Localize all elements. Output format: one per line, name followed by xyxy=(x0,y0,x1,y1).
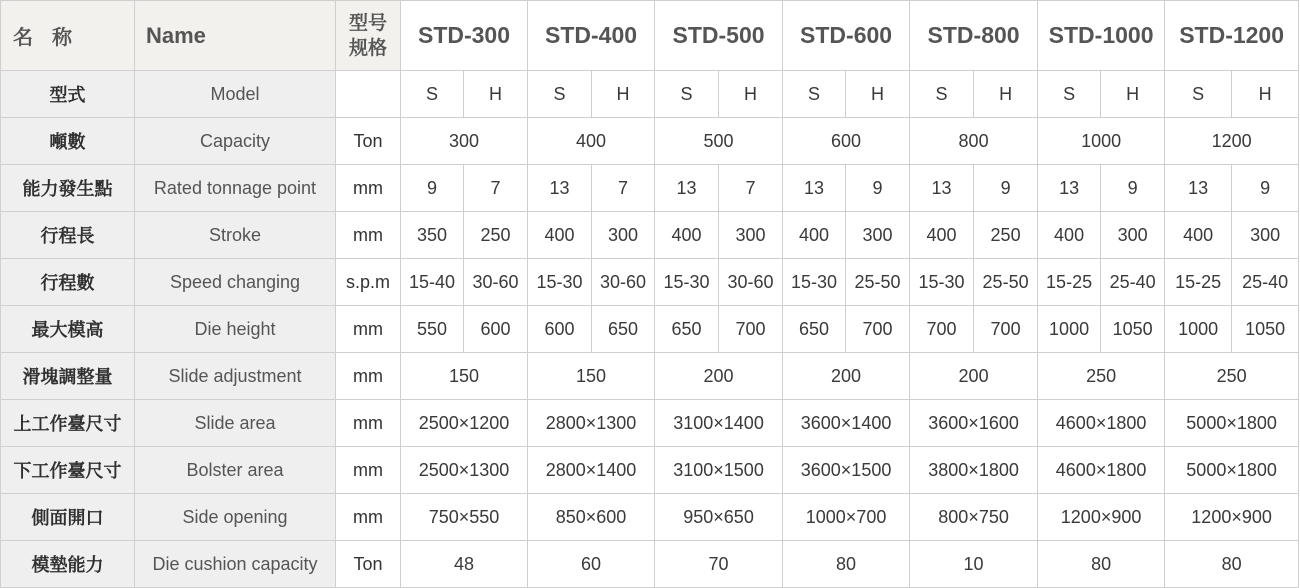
value-cell: 600 xyxy=(783,118,910,165)
value-cell: 25-50 xyxy=(846,259,910,306)
value-cell: 1000 xyxy=(1038,306,1101,353)
header-spec-label-line2: 规格 xyxy=(348,36,387,59)
value-cell: 700 xyxy=(846,306,910,353)
row-label-cn: 上工作臺尺寸 xyxy=(1,400,135,447)
row-label-en: Die height xyxy=(135,306,336,353)
value-cell: 7 xyxy=(719,165,783,212)
value-cell: 700 xyxy=(910,306,974,353)
value-cell: H xyxy=(464,71,528,118)
row-label-cn: 行程長 xyxy=(1,212,135,259)
value-cell: S xyxy=(1038,71,1101,118)
value-cell: 9 xyxy=(1232,165,1299,212)
value-cell: 25-50 xyxy=(974,259,1038,306)
value-cell: 200 xyxy=(655,353,783,400)
value-cell: 400 xyxy=(783,212,846,259)
value-cell: 1200×900 xyxy=(1165,494,1299,541)
value-cell: S xyxy=(910,71,974,118)
header-name-cn: 名 称 xyxy=(1,1,135,71)
value-cell: 30-60 xyxy=(719,259,783,306)
value-cell: 1000 xyxy=(1165,306,1232,353)
header-name-en: Name xyxy=(135,1,336,71)
value-cell: 7 xyxy=(464,165,528,212)
row-label-en: Stroke xyxy=(135,212,336,259)
value-cell: 300 xyxy=(592,212,655,259)
value-cell: 3100×1500 xyxy=(655,447,783,494)
value-cell: 600 xyxy=(528,306,592,353)
row-label-cn: 型式 xyxy=(1,71,135,118)
value-cell: 550 xyxy=(401,306,464,353)
value-cell: 13 xyxy=(1038,165,1101,212)
row-label-en: Bolster area xyxy=(135,447,336,494)
header-spec-label-line1: 型号 xyxy=(348,11,387,34)
table-row xyxy=(1,353,1299,400)
model-header-std-500: STD-500 xyxy=(655,1,783,71)
value-cell: 15-30 xyxy=(783,259,846,306)
value-cell: 60 xyxy=(528,541,655,588)
value-cell: 850×600 xyxy=(528,494,655,541)
value-cell: 400 xyxy=(528,212,592,259)
row-label-cn: 噸數 xyxy=(1,118,135,165)
value-cell: 13 xyxy=(910,165,974,212)
value-cell: 400 xyxy=(1038,212,1101,259)
table-row xyxy=(1,71,1299,118)
table-row xyxy=(1,306,1299,353)
model-header-std-1200: STD-1200 xyxy=(1165,1,1299,71)
value-cell: H xyxy=(974,71,1038,118)
value-cell: 5000×1800 xyxy=(1165,447,1299,494)
value-cell: 3800×1800 xyxy=(910,447,1038,494)
row-unit: mm xyxy=(336,400,401,447)
value-cell: 15-30 xyxy=(910,259,974,306)
value-cell: 750×550 xyxy=(401,494,528,541)
value-cell: S xyxy=(655,71,719,118)
model-header-std-800: STD-800 xyxy=(910,1,1038,71)
row-unit: mm xyxy=(336,353,401,400)
value-cell: 3600×1500 xyxy=(783,447,910,494)
row-label-cn: 下工作臺尺寸 xyxy=(1,447,135,494)
value-cell: 400 xyxy=(655,212,719,259)
value-cell: 13 xyxy=(783,165,846,212)
value-cell: 30-60 xyxy=(592,259,655,306)
value-cell: 600 xyxy=(464,306,528,353)
value-cell: 3600×1400 xyxy=(783,400,910,447)
value-cell: 650 xyxy=(655,306,719,353)
value-cell: 3100×1400 xyxy=(655,400,783,447)
value-cell: 300 xyxy=(1101,212,1165,259)
value-cell: 400 xyxy=(1165,212,1232,259)
header-row xyxy=(1,1,1299,71)
value-cell: 9 xyxy=(974,165,1038,212)
value-cell: 250 xyxy=(464,212,528,259)
value-cell: 9 xyxy=(1101,165,1165,212)
model-header-std-600: STD-600 xyxy=(783,1,910,71)
row-label-en: Side opening xyxy=(135,494,336,541)
value-cell: 700 xyxy=(719,306,783,353)
value-cell: 200 xyxy=(783,353,910,400)
row-label-en: Model xyxy=(135,71,336,118)
value-cell: 250 xyxy=(1038,353,1165,400)
value-cell: S xyxy=(783,71,846,118)
value-cell: 30-60 xyxy=(464,259,528,306)
row-label-cn: 滑塊調整量 xyxy=(1,353,135,400)
value-cell: 9 xyxy=(846,165,910,212)
value-cell: H xyxy=(1232,71,1299,118)
row-label-en: Slide adjustment xyxy=(135,353,336,400)
model-header-std-300: STD-300 xyxy=(401,1,528,71)
value-cell: 650 xyxy=(783,306,846,353)
value-cell: 13 xyxy=(1165,165,1232,212)
value-cell: 400 xyxy=(910,212,974,259)
spec-table-header xyxy=(1,1,1299,71)
table-row xyxy=(1,400,1299,447)
row-unit: Ton xyxy=(336,541,401,588)
value-cell: 1200×900 xyxy=(1038,494,1165,541)
value-cell: 1050 xyxy=(1101,306,1165,353)
value-cell: 5000×1800 xyxy=(1165,400,1299,447)
table-row xyxy=(1,259,1299,306)
row-unit: mm xyxy=(336,165,401,212)
value-cell: 7 xyxy=(592,165,655,212)
value-cell: 250 xyxy=(974,212,1038,259)
row-unit: s.p.m xyxy=(336,259,401,306)
value-cell: H xyxy=(846,71,910,118)
value-cell: 700 xyxy=(974,306,1038,353)
table-row xyxy=(1,447,1299,494)
value-cell: 300 xyxy=(1232,212,1299,259)
row-label-en: Rated tonnage point xyxy=(135,165,336,212)
value-cell: 48 xyxy=(401,541,528,588)
value-cell: 300 xyxy=(719,212,783,259)
value-cell: 500 xyxy=(655,118,783,165)
row-label-en: Capacity xyxy=(135,118,336,165)
value-cell: S xyxy=(401,71,464,118)
value-cell: 800×750 xyxy=(910,494,1038,541)
value-cell: 15-40 xyxy=(401,259,464,306)
spec-table-body xyxy=(1,71,1299,588)
value-cell: 80 xyxy=(1038,541,1165,588)
table-row xyxy=(1,165,1299,212)
row-unit: Ton xyxy=(336,118,401,165)
value-cell: 250 xyxy=(1165,353,1299,400)
value-cell: 1000×700 xyxy=(783,494,910,541)
value-cell: 15-30 xyxy=(528,259,592,306)
value-cell: 1200 xyxy=(1165,118,1299,165)
row-label-en: Die cushion capacity xyxy=(135,541,336,588)
row-label-cn: 模墊能力 xyxy=(1,541,135,588)
row-label-cn: 行程數 xyxy=(1,259,135,306)
value-cell: 25-40 xyxy=(1101,259,1165,306)
value-cell: 400 xyxy=(528,118,655,165)
header-spec-label xyxy=(336,1,401,71)
value-cell: 300 xyxy=(401,118,528,165)
table-row xyxy=(1,541,1299,588)
value-cell: 150 xyxy=(528,353,655,400)
value-cell: 10 xyxy=(910,541,1038,588)
value-cell: H xyxy=(719,71,783,118)
value-cell: 70 xyxy=(655,541,783,588)
value-cell: 350 xyxy=(401,212,464,259)
row-label-cn: 最大模高 xyxy=(1,306,135,353)
row-label-cn: 側面開口 xyxy=(1,494,135,541)
value-cell: 13 xyxy=(655,165,719,212)
value-cell: 4600×1800 xyxy=(1038,400,1165,447)
table-row xyxy=(1,118,1299,165)
value-cell: 150 xyxy=(401,353,528,400)
value-cell: 2800×1400 xyxy=(528,447,655,494)
value-cell: 80 xyxy=(783,541,910,588)
table-row xyxy=(1,494,1299,541)
value-cell: 1000 xyxy=(1038,118,1165,165)
value-cell: 80 xyxy=(1165,541,1299,588)
value-cell: H xyxy=(1101,71,1165,118)
value-cell: 4600×1800 xyxy=(1038,447,1165,494)
row-label-cn: 能力發生點 xyxy=(1,165,135,212)
value-cell: 13 xyxy=(528,165,592,212)
model-header-std-400: STD-400 xyxy=(528,1,655,71)
value-cell: H xyxy=(592,71,655,118)
value-cell: S xyxy=(528,71,592,118)
table-row xyxy=(1,212,1299,259)
row-label-en: Slide area xyxy=(135,400,336,447)
value-cell: 15-30 xyxy=(655,259,719,306)
value-cell: 1050 xyxy=(1232,306,1299,353)
value-cell: 9 xyxy=(401,165,464,212)
value-cell: 200 xyxy=(910,353,1038,400)
row-unit: mm xyxy=(336,212,401,259)
value-cell: 950×650 xyxy=(655,494,783,541)
value-cell: 15-25 xyxy=(1038,259,1101,306)
value-cell: 800 xyxy=(910,118,1038,165)
row-unit: mm xyxy=(336,306,401,353)
row-unit: mm xyxy=(336,447,401,494)
row-label-en: Speed changing xyxy=(135,259,336,306)
value-cell: 300 xyxy=(846,212,910,259)
value-cell: 3600×1600 xyxy=(910,400,1038,447)
value-cell: 650 xyxy=(592,306,655,353)
row-unit xyxy=(336,71,401,118)
value-cell: 2800×1300 xyxy=(528,400,655,447)
value-cell: 2500×1200 xyxy=(401,400,528,447)
value-cell: 25-40 xyxy=(1232,259,1299,306)
row-unit: mm xyxy=(336,494,401,541)
model-header-std-1000: STD-1000 xyxy=(1038,1,1165,71)
value-cell: 2500×1300 xyxy=(401,447,528,494)
value-cell: 15-25 xyxy=(1165,259,1232,306)
value-cell: S xyxy=(1165,71,1232,118)
